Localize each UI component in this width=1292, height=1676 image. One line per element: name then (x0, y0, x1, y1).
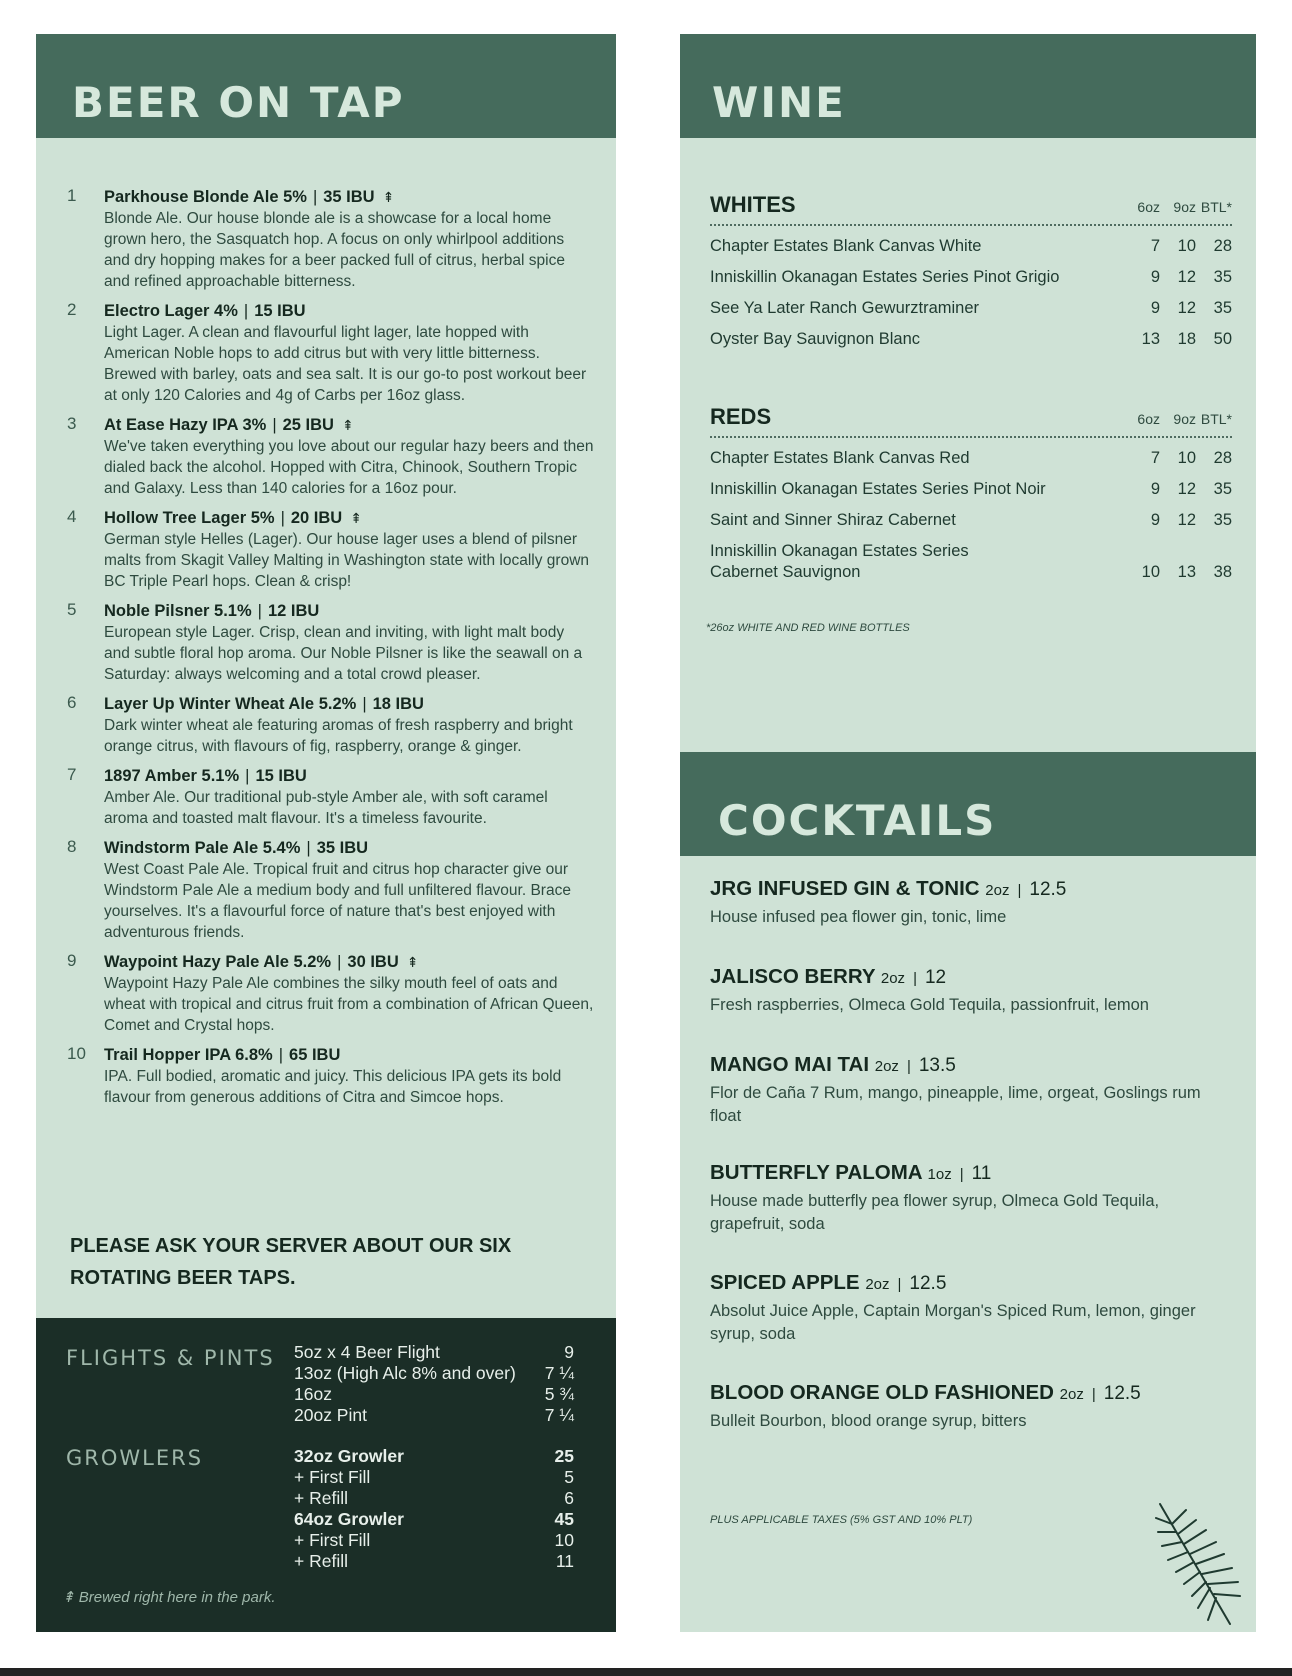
cocktail-name: BLOOD ORANGE OLD FASHIONED (710, 1381, 1054, 1404)
tree-icon: ⇞ (382, 189, 395, 205)
wine-column-header: BTL* (1200, 411, 1232, 427)
page-bottom-border (0, 1668, 1292, 1676)
beer-ibu: 35 IBU (323, 188, 375, 206)
beer-ibu: 18 IBU (372, 695, 424, 713)
beer-description: Light Lager. A clean and flavourful light lager, late hopped with American Noble hops to add citrus but with very little bitterness. Brewed with barley, oats and sea salt. It is our go-to post workout beer at only 120 Calories and 4g of Carbs per 16oz glass. (104, 324, 587, 404)
separator: | (278, 1046, 284, 1064)
beer-number: 5 (67, 600, 77, 619)
cocktail-name: MANGO MAI TAI (710, 1053, 870, 1076)
wine-price: 35 (1213, 480, 1232, 498)
wine-price: 18 (1177, 330, 1196, 348)
wine-price: 7 (1150, 237, 1160, 255)
wine-price: 12 (1177, 511, 1196, 529)
separator: | (959, 1166, 964, 1183)
price-row (294, 1509, 574, 1530)
beer-title-line (104, 837, 594, 859)
wine-price: 10 (1177, 449, 1196, 467)
wine-price: 10 (1177, 237, 1196, 255)
wine-price: 13 (1141, 330, 1160, 348)
wine-price: 35 (1213, 511, 1232, 529)
separator: | (913, 970, 917, 987)
beer-item (64, 507, 594, 592)
beer-name: Trail Hopper IPA 6.8% (104, 1046, 273, 1064)
price-row (294, 1446, 574, 1467)
wine-column-headers (1124, 199, 1232, 215)
cocktail-description: House made butterfly pea flower syrup, Olmeca Gold Tequila, grapefruit, soda (710, 1192, 1160, 1233)
wine-column-header: 6oz (1137, 199, 1160, 215)
cocktail-oz: 2oz (874, 1058, 899, 1075)
wine-prices (1124, 448, 1232, 469)
wine-row (710, 510, 1232, 531)
wine-price: 12 (1177, 480, 1196, 498)
beer-name: At Ease Hazy IPA 3% (104, 416, 267, 434)
beer-header (36, 34, 616, 138)
wine-price: 12 (1177, 299, 1196, 317)
price-label: + Refill (294, 1551, 348, 1571)
separator: | (243, 302, 249, 320)
cocktail-price: 13.5 (918, 1055, 956, 1076)
beer-description: German style Helles (Lager). Our house lager uses a blend of pilsner malts from Skagit Valley Malting in Washington state with locally grown BC Triple Pearl hops. Clean & crisp! (104, 531, 590, 590)
price-label: + Refill (294, 1488, 348, 1508)
price-value: 6 (564, 1488, 574, 1508)
wine-price: 7 (1150, 449, 1160, 467)
wine-name: Chapter Estates Blank Canvas Red (710, 449, 970, 467)
wine-price: 13 (1177, 563, 1196, 581)
price-label: 20oz Pint (294, 1405, 367, 1425)
wine-prices (1124, 329, 1232, 350)
price-row (294, 1488, 574, 1509)
cocktail-description: Bulleit Bourbon, blood orange syrup, bitters (710, 1412, 1027, 1430)
beer-ibu: 20 IBU (290, 509, 343, 527)
beer-name: Hollow Tree Lager 5% (104, 509, 275, 527)
beer-name: Waypoint Hazy Pale Ale 5.2% (104, 953, 332, 971)
wine-name: Inniskillin Okanagan Estates Series Pinot Noir (710, 480, 1046, 498)
beer-list (64, 186, 594, 1116)
cocktail-price: 12.5 (1029, 879, 1067, 900)
beer-title-line (104, 765, 594, 787)
price-value: 11 (555, 1551, 574, 1571)
wine-name: Saint and Sinner Shiraz Cabernet (710, 511, 956, 529)
beer-ibu: 25 IBU (282, 416, 334, 434)
wine-prices (1124, 479, 1232, 500)
wine-column-headers (1124, 411, 1232, 427)
cocktail-name: SPICED APPLE (710, 1271, 860, 1294)
wine-price: 38 (1213, 563, 1232, 581)
wine-section-header (710, 404, 1232, 438)
rotating-taps-notice: PLEASE ASK YOUR SERVER ABOUT OUR SIX ROTATING BEER TAPS. (70, 1235, 512, 1289)
price-label: 64oz Growler (294, 1509, 404, 1529)
beer-title: BEER ON TAP (72, 78, 405, 127)
wine-row (710, 236, 1232, 257)
cocktails-panel (680, 752, 1256, 1632)
beer-title-line (104, 414, 594, 436)
beer-title-line (104, 186, 594, 208)
cocktail-title-line (710, 964, 1230, 992)
beer-number: 7 (67, 765, 77, 784)
price-row (294, 1342, 574, 1363)
wine-price: 35 (1213, 268, 1232, 286)
cocktails-title: COCKTAILS (718, 796, 997, 845)
tree-icon: ⇞ (350, 510, 362, 526)
wine-price: 12 (1177, 268, 1196, 286)
separator: | (1091, 1386, 1096, 1403)
cocktail-price: 12 (924, 967, 947, 988)
cocktail-title-line (710, 876, 1230, 904)
beer-title-line (104, 951, 594, 973)
beer-item (64, 765, 594, 829)
wine-price: 9 (1150, 299, 1160, 317)
cocktail-item (710, 1380, 1230, 1433)
beer-number: 2 (67, 300, 77, 319)
wine-name: Inniskillin Okanagan Estates Series Pinot Grigio (710, 268, 1060, 286)
separator: | (280, 509, 285, 527)
brewed-footnote: ⇞ Brewed right here in the park. (62, 1589, 276, 1606)
price-value: 7 ¼ (544, 1405, 574, 1425)
wine-header (680, 34, 1256, 138)
beer-name: Windstorm Pale Ale 5.4% (104, 839, 301, 857)
wine-column-header: BTL* (1200, 199, 1232, 215)
beer-description: We've taken everything you love about our regular hazy beers and then dialed back the alcohol. Hopped with Citra, Chinook, Southern Tropic and Galaxy. Less than 140 calories for a 16oz pour. (104, 438, 594, 497)
separator: | (337, 953, 342, 971)
cocktail-title-line (710, 1160, 1230, 1188)
beer-title-line (104, 507, 594, 529)
cocktail-oz: 2oz (880, 970, 906, 987)
wine-price: 9 (1150, 511, 1160, 529)
cocktail-item (710, 964, 1230, 1017)
wine-prices (1124, 562, 1232, 583)
cocktail-title-line (710, 1052, 1230, 1080)
wine-name: Oyster Bay Sauvignon Blanc (710, 330, 921, 348)
beer-item (64, 1044, 594, 1108)
growlers-label: GROWLERS (66, 1446, 204, 1470)
wine-price: 50 (1213, 330, 1232, 348)
separator: | (257, 602, 262, 620)
beer-ibu: 30 IBU (347, 953, 399, 971)
cocktail-title-line (710, 1380, 1230, 1408)
cocktail-name: BUTTERFLY PALOMA (710, 1161, 922, 1184)
separator: | (306, 839, 311, 857)
beer-description: European style Lager. Crisp, clean and inviting, with light malt body and subtle floral hop aroma. Our Noble Pilsner is like the seawall on a Saturday: always welcoming and a total crowd pleaser. (104, 624, 583, 683)
cocktail-price: 12.5 (909, 1273, 947, 1294)
cocktail-price: 12.5 (1103, 1383, 1141, 1404)
beer-ibu: 35 IBU (316, 839, 369, 857)
cocktail-item (710, 1270, 1230, 1346)
wine-price: 28 (1213, 237, 1232, 255)
tree-icon: ⇞ (62, 1589, 75, 1606)
beer-item (64, 951, 594, 1036)
flights-price-list (294, 1342, 574, 1426)
wine-row (710, 267, 1232, 288)
beer-panel (36, 34, 616, 1632)
cocktail-name: JALISCO BERRY (710, 965, 876, 988)
cocktail-description: Absolut Juice Apple, Captain Morgan's Spiced Rum, lemon, ginger syrup, soda (710, 1302, 1196, 1343)
beer-title-line (104, 693, 594, 715)
beer-ibu: 15 IBU (254, 302, 306, 320)
price-value: 25 (554, 1446, 574, 1466)
wine-price: 10 (1141, 563, 1160, 581)
wine-column-header: 6oz (1137, 411, 1160, 427)
beer-ibu: 65 IBU (289, 1046, 341, 1064)
tree-icon: ⇞ (406, 954, 419, 970)
flights-growlers-section (36, 1318, 616, 1632)
wine-row (710, 298, 1232, 319)
pine-branch-icon (1150, 1496, 1246, 1628)
beer-title-line (104, 1044, 594, 1066)
beer-number: 10 (67, 1044, 86, 1063)
beer-item (64, 300, 594, 406)
beer-number: 1 (67, 186, 77, 205)
beer-name: 1897 Amber 5.1% (104, 767, 240, 785)
price-value: 5 ¾ (544, 1384, 574, 1404)
beer-description: Dark winter wheat ale featuring aromas of fresh raspberry and bright orange citrus, with flavours of fig, raspberry, orange & ginger. (104, 717, 573, 755)
wine-row (710, 448, 1232, 469)
wine-column-header: 9oz (1173, 411, 1196, 427)
beer-ibu: 15 IBU (255, 767, 307, 785)
price-row (294, 1405, 574, 1426)
beer-description: IPA. Full bodied, aromatic and juicy. This delicious IPA gets its bold flavour from generous additions of Citra and Simcoe hops. (104, 1068, 562, 1106)
cocktail-oz: 2oz (865, 1276, 890, 1293)
beer-item (64, 600, 594, 685)
cocktail-oz: 2oz (1059, 1386, 1084, 1403)
price-value: 45 (554, 1509, 574, 1529)
price-value: 10 (554, 1530, 574, 1550)
separator: | (897, 1276, 902, 1293)
wine-bottle-note: *26oz WHITE AND RED WINE BOTTLES (706, 622, 910, 634)
wine-title: WINE (712, 78, 846, 127)
wine-name: Chapter Estates Blank Canvas White (710, 237, 982, 255)
wine-column-header: 9oz (1173, 199, 1196, 215)
beer-number: 4 (67, 507, 77, 526)
price-label: + First Fill (294, 1467, 371, 1487)
wine-row (710, 329, 1232, 350)
separator: | (245, 767, 250, 785)
separator: | (1017, 882, 1022, 899)
price-value: 9 (564, 1342, 574, 1362)
cocktail-item (710, 876, 1230, 929)
price-label: 5oz x 4 Beer Flight (294, 1342, 440, 1362)
price-value: 7 ¼ (544, 1363, 574, 1383)
tax-note: PLUS APPLICABLE TAXES (5% GST AND 10% PLT) (710, 1514, 973, 1526)
beer-number: 8 (67, 837, 77, 856)
beer-description: West Coast Pale Ale. Tropical fruit and citrus hop character give our Windstorm Pale Ale a medium body and full unfiltered flavour. Brace yourselves. It's a flavourful force of nature that's best enjoyed with adventurous friends. (104, 861, 571, 941)
cocktail-description: House infused pea flower gin, tonic, lime (710, 908, 1007, 926)
cocktails-header (680, 752, 1256, 856)
beer-description: Amber Ale. Our traditional pub-style Amber ale, with soft caramel aroma and toasted malt flavour. It's a timeless favourite. (104, 789, 548, 827)
wine-section-header (710, 192, 1232, 226)
price-row (294, 1384, 574, 1405)
wine-row (710, 541, 1232, 583)
cocktail-item (710, 1052, 1230, 1128)
separator: | (362, 695, 367, 713)
beer-number: 9 (67, 951, 77, 970)
beer-item (64, 186, 594, 292)
wine-name: See Ya Later Ranch Gewurztraminer (710, 299, 980, 317)
price-row (294, 1530, 574, 1551)
beer-title-line (104, 300, 594, 322)
wine-section-title: WHITES (710, 192, 796, 217)
price-label: + First Fill (294, 1530, 371, 1550)
cocktail-oz: 2oz (985, 882, 1010, 899)
wine-panel (680, 34, 1256, 752)
beer-name: Noble Pilsner 5.1% (104, 602, 252, 620)
cocktail-title-line (710, 1270, 1230, 1298)
beer-ibu: 12 IBU (267, 602, 320, 620)
separator: | (312, 188, 318, 206)
flights-label: FLIGHTS & PINTS (66, 1346, 275, 1370)
cocktail-price: 11 (971, 1163, 992, 1184)
price-label: 16oz (294, 1384, 332, 1404)
beer-title-line (104, 600, 594, 622)
growlers-price-list (294, 1446, 574, 1572)
wine-prices (1124, 267, 1232, 288)
tree-icon: ⇞ (341, 417, 354, 433)
cocktail-description: Flor de Caña 7 Rum, mango, pineapple, lime, orgeat, Goslings rum float (710, 1084, 1201, 1125)
price-row (294, 1363, 574, 1384)
price-row (294, 1467, 574, 1488)
separator: | (272, 416, 277, 434)
beer-item (64, 837, 594, 943)
wine-price: 9 (1150, 480, 1160, 498)
wine-row (710, 479, 1232, 500)
price-value: 5 (564, 1467, 574, 1487)
wine-prices (1124, 510, 1232, 531)
beer-number: 3 (67, 414, 77, 433)
separator: | (906, 1058, 911, 1075)
price-row (294, 1551, 574, 1572)
beer-description: Blonde Ale. Our house blonde ale is a showcase for a local home grown hero, the Sasquatch hop. A focus on only whirlpool additions and dry hopping makes for a beer packed full of citrus, herbal spice and refined approachable bitterness. (104, 210, 565, 290)
beer-item (64, 414, 594, 499)
cocktail-oz: 1oz (927, 1166, 952, 1183)
price-label: 32oz Growler (294, 1446, 404, 1466)
reds-section (710, 404, 1232, 593)
wine-prices (1124, 298, 1232, 319)
cocktail-name: JRG INFUSED GIN & TONIC (710, 877, 980, 900)
beer-number: 6 (67, 693, 77, 712)
price-label: 13oz (High Alc 8% and over) (294, 1363, 516, 1383)
beer-name: Layer Up Winter Wheat Ale 5.2% (104, 695, 357, 713)
cocktail-description: Fresh raspberries, Olmeca Gold Tequila, passionfruit, lemon (710, 996, 1149, 1014)
beer-item (64, 693, 594, 757)
wine-section-title: REDS (710, 404, 772, 429)
beer-name: Parkhouse Blonde Ale 5% (104, 188, 307, 206)
beer-name: Electro Lager 4% (104, 302, 238, 320)
cocktail-item (710, 1160, 1230, 1236)
whites-section (710, 192, 1232, 360)
wine-price: 9 (1150, 268, 1160, 286)
beer-description: Waypoint Hazy Pale Ale combines the silky mouth feel of oats and wheat with tropical and citrus fruit from a combination of African Queen, Comet and Crystal hops. (104, 975, 594, 1034)
wine-price: 35 (1213, 299, 1232, 317)
wine-prices (1124, 236, 1232, 257)
wine-price: 28 (1213, 449, 1232, 467)
wine-name: Inniskillin Okanagan Estates Series Cabernet Sauvignon (710, 542, 969, 581)
